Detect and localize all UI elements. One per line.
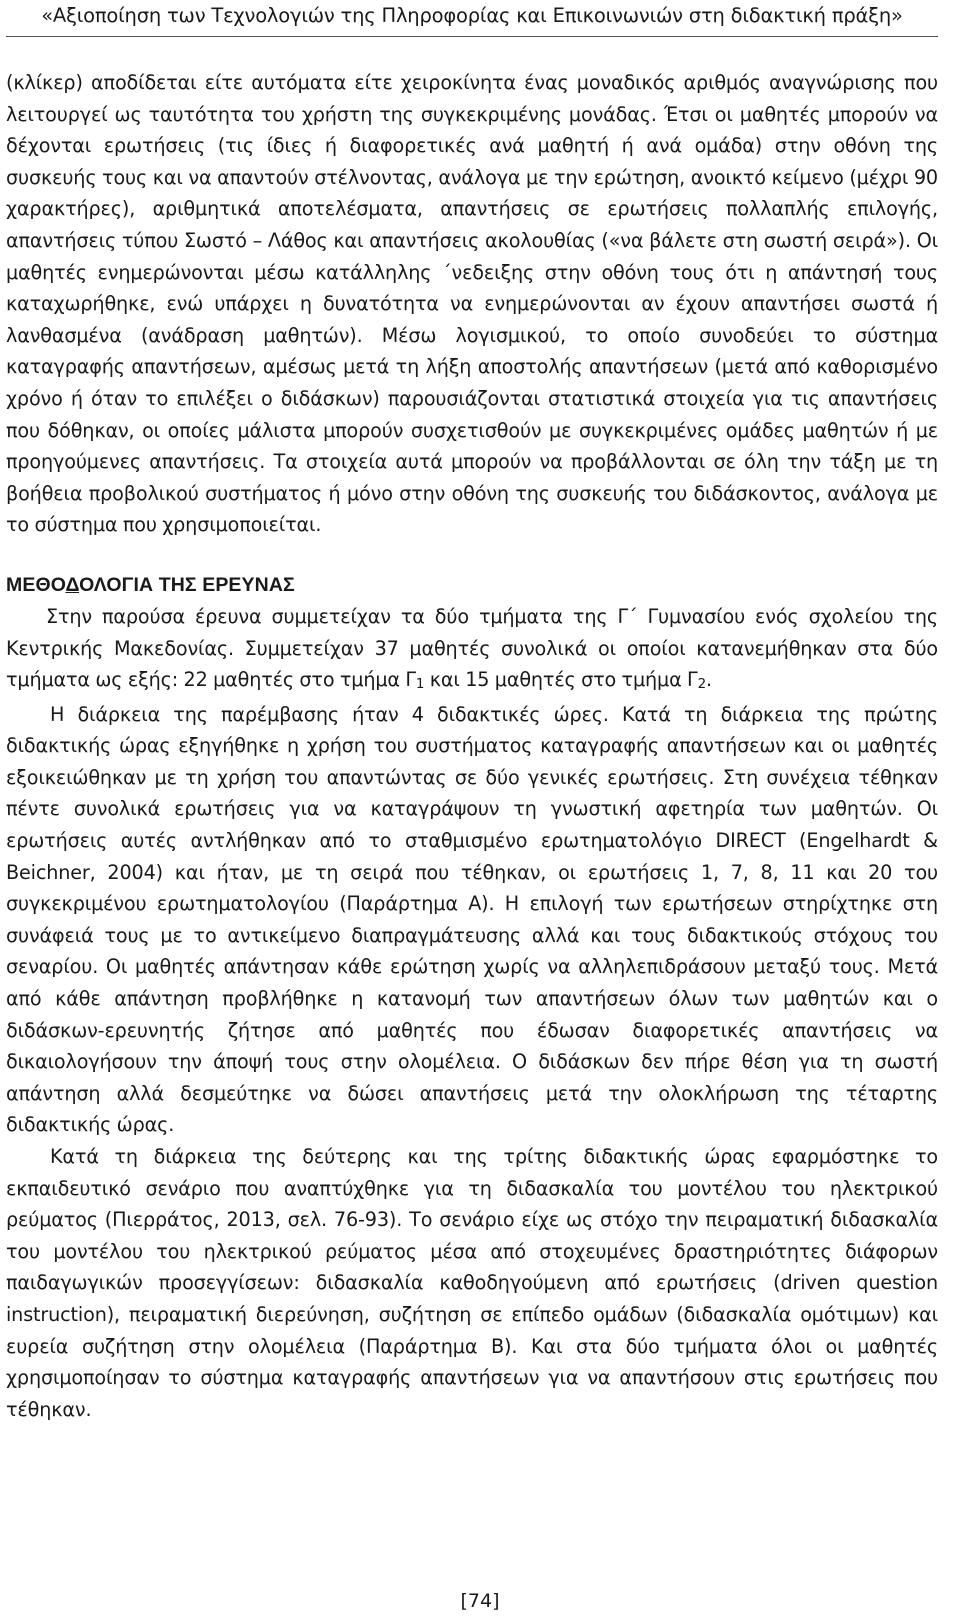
- header-rule: [6, 36, 938, 37]
- heading-text-part: ΜΕΘΟ: [6, 573, 66, 596]
- participants-text: Στην παρούσα έρευνα συμμετείχαν τα δύο τμήματα της Γ΄ Γυμνασίου ενός σχολείου της Κεντρικής Μακεδονίας. Συμμετείχαν 37 μαθητές συνολικά οι οποίοι κατανεμήθηκαν στα δύο τμήματα ως εξής: 22 μαθητές στο τμήμα Γ: [6, 604, 938, 692]
- heading-text-part: ΟΛΟΓΙΑ ΤΗΣ ΕΡΕΥΝΑΣ: [79, 573, 295, 596]
- subscript-1: 1: [415, 677, 425, 693]
- page-number: [74]: [460, 1590, 500, 1612]
- participants-text: και 15 μαθητές στο τμήμα Γ: [424, 668, 698, 692]
- subscript-2: 2: [697, 677, 706, 693]
- paragraph-participants: [6, 601, 938, 699]
- section-heading-methodology: [6, 571, 938, 599]
- participants-text: .: [705, 668, 712, 692]
- paragraph-clicker-description: (κλίκερ) αποδίδεται είτε αυτόματα είτε χειροκίνητα ένας μοναδικός αριθμός αναγνώρισης που λειτουργεί ως ταυτότητα του χρήστη της συγκεκριμένης μονάδας. Έτσι οι μαθητές μπορούν να δέχονται ερωτήσεις (τις ίδιες ή διαφορετικές ανά μαθητή ή ανά ομάδα) στην οθόνη της συσκευής τους και να απαντούν στέλνοντας, ανάλογα με την ερώτηση, ανοικτό κείμενο (μέχρι 90 χαρακτήρες), αριθμητικά αποτελέσματα, απαντήσεις σε ερωτήσεις πολλαπλής επιλογής, απαντήσεις τύπου Σωστό – Λάθος και απαντήσεις ακολουθίας («να βάλετε στη σωστή σειρά»). Οι μαθητές ενημερώνονται μέσω κατάλληλης ΄νεδειξης στην οθόνη τους ότι η απάντησή τους καταχωρήθηκε, ενώ υπάρχει η δυνατότητα να ενημερώνονται αν έχουν απαντήσει σωστά ή λανθασμένα (ανάδραση μαθητών). Μέσω λογισμικού, το οποίο συνοδεύει το σύστημα καταγραφής απαντήσεων, αμέσως μετά τη λήξη αποστολής απαντήσεων (μετά από καθορισμένο χρόνο ή όταν το επιλέξει ο διδάσκων) παρουσιάζονται στατιστικά στοιχεία για τις απαντήσεις που δόθηκαν, οι οποίες μάλιστα μπορούν συσχετισθούν με συγκεκριμένες ομάδες μαθητών ή με προηγούμενες απαντήσεις. Τα στοιχεία αυτά μπορούν να προβάλλονται σε όλη την τάξη με τη βοήθεια προβολικού συστήματος ή μόνο στην οθόνη της συσκευής του διδάσκοντος, ανάλογα με το σύστημα που χρησιμοποιείται.: [6, 71, 938, 537]
- running-header: «Αξιοποίηση των Τεχνολογιών της Πληροφορίας και Επικοινωνιών στη διδακτική πράξη»: [41, 4, 903, 27]
- paragraph-intervention-duration: Η διάρκεια της παρέμβασης ήταν 4 διδακτικές ώρες. Κατά τη διάρκεια της πρώτης διδακτικής ώρας εξηγήθηκε η χρήση του συστήματος καταγραφής απαντήσεων και οι μαθητές εξοικειώθηκαν με τη χρήση του απαντώντας σε δύο γενικές ερωτήσεις. Στη συνέχεια τέθηκαν πέντε συνολικά ερωτήσεις για να καταγράψουν τη γνωστική αφετηρία των μαθητών. Οι ερωτήσεις αυτές αντλήθηκαν από το σταθμισμένο ερωτηματολόγιο DIRECT (Engelhardt & Beichner, 2004) και ήταν, με τη σειρά που τέθηκαν, οι ερωτήσεις 1, 7, 8, 11 και 20 του συγκεκριμένου ερωτηματολογίου (Παράρτημα Α). Η επιλογή των ερωτήσεων στηρίχτηκε στη συνάφειά τους με το αντικείμενο διαπραγμάτευσης αλλά και τους διδακτικούς στόχους του σεναρίου. Οι μαθητές απάντησαν κάθε ερώτηση χωρίς να αλληλεπιδράσουν μεταξύ τους. Μετά από κάθε απάντηση προβλήθηκε η κατανομή των απαντήσεων όλων των μαθητών και ο διδάσκων-ερευνητής ζήτησε από μαθητές που έδωσαν διαφορετικές απαντήσεις να δικαιολογήσουν την άποψή τους στην ολομέλεια. Ο διδάσκων δεν πήρε θέση για τη σωστή απάντηση αλλά δεσμεύτηκε να δώσει απαντήσεις μετά την ολοκλήρωση της τέταρτης διδακτικής ώρας.: [6, 702, 938, 1137]
- heading-text-underlined-part: Δ: [65, 573, 80, 596]
- paragraph-scenario: Κατά τη διάρκεια της δεύτερης και της τρίτης διδακτικής ώρας εφαρμόστηκε το εκπαιδευτικό σενάριο που αναπτύχθηκε για τη διδασκαλία του μοντέλου του ηλεκτρικού ρεύματος (Πιερράτος, 2013, σελ. 76-93). Το σενάριο είχε ως στόχο την πειραματική διδασκαλία του μοντέλου του ηλεκτρικού ρεύματος μέσα από στοχευμένες δραστηριότητες διάφορων παιδαγωγικών προσεγγίσεων: διδασκαλία καθοδηγούμενη από ερωτήσεις (driven question instruction), πειραματική διερεύνηση, συζήτηση σε επίπεδο ομάδων (διδασκαλία ομότιμων) και ευρεία συζήτηση στην ολομέλεια (Παράρτημα Β). Και στα δύο τμήματα όλοι οι μαθητές χρησιμοποίησαν το σύστημα καταγραφής απαντήσεων για να απαντήσουν στις ερωτήσεις που τέθηκαν.: [6, 1145, 938, 1421]
